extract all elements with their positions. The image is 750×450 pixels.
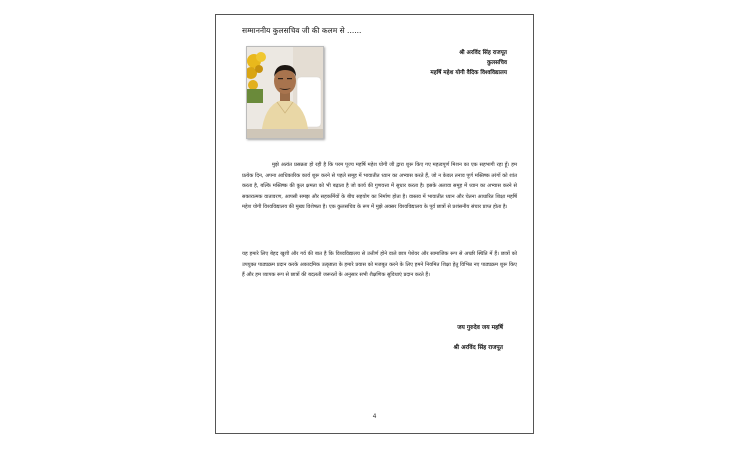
- closing-block: [453, 318, 503, 358]
- signatory-name: श्री अरविंद सिंह राजपूत: [459, 50, 507, 56]
- signatory-title: कुलसचिव: [487, 60, 507, 66]
- document-page: [215, 14, 534, 434]
- signatory-block: [430, 48, 507, 78]
- signatory-institution: महर्षि महेश योगी वैदिक विश्वविद्यालय: [430, 70, 507, 76]
- registrar-portrait-photo: [246, 46, 324, 139]
- portrait-illustration: [247, 47, 323, 138]
- page-number: 4: [372, 413, 377, 420]
- closing-signature-name: श्री अरविंद सिंह राजपूत: [453, 345, 503, 351]
- page-heading: सम्माननीय कुलसचिव जी की कलम से ......: [242, 26, 362, 35]
- body-paragraph-2: यह हमारे लिए बेहद खुशी और गर्व की बात है कि विश्वविद्यालय से उत्तीर्ण होने वाले छात्र पेशेवर और सामाजिक रूप से अच्छी स्थिति में हैं। छात्रों को उपयुक्त पाठ्यक्रम प्रदान करके अकादमिक उत्कृष्टता के हमारे प्रयास को मजबूत करने के लिए हमने नियमित शिक्षा हेतु विभिन्न नए पाठ्यक्रम शुरू किए हैं और हम व्यापक रूप से छात्रों की बदलती जरूरतों के अनुसार सभी शैक्षणिक सुविधाएं प्रदान करते हैं।: [242, 251, 517, 279]
- closing-salutation: जय गुरुदेव जय महर्षि: [457, 325, 503, 331]
- body-paragraph-1: मुझे अत्यंत प्रसन्नता हो रही है कि परम पूज्य महर्षि महेश योगी जी द्वारा शुरू किए गए महत्वपूर्ण मिशन का एक सहभागी रहा हूँ। हम प्रत्येक दिन, अपना आधिकारिक कार्य शुरू करने से पहले समूह में भावातीत ध्यान का अभ्यास करते हैं, जो न केवल तनाव पूर्ण मस्तिष्क तरंगों को शांत करता है, बल्कि मस्तिष्क की कुल क्षमता को भी बढ़ाता है जो कार्य की गुणवत्ता में सुधार करता है। इसके अलावा समूह में ध्यान का अभ्यास करने से सकारात्मक वातावरण, आपसी समझ और सहकर्मियों के बीच सहयोग का निर्माण होता है। वास्तव में भावातीत ध्यान और चेतना आधारित शिक्षा महर्षि महेश योगी विश्वविद्यालय की मुख्य विशेषता है। एक कुलसचिव के रूप में मुझे अक्सर विश्वविद्यालय के पूर्व छात्रों से प्रशंसनीय संचार प्राप्त होता है।: [242, 162, 517, 211]
